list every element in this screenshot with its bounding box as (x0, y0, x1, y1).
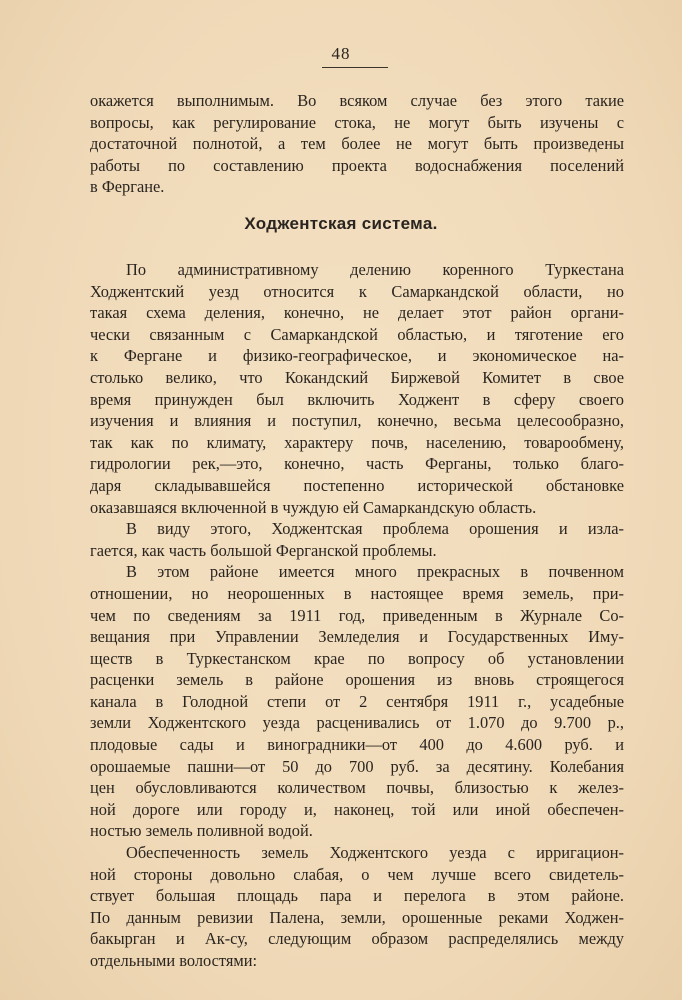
text-line: расценки земель в районе орошения из вновь строящегося (90, 670, 624, 690)
text-line: чески связанным с Самаркандской областью, и тяготение его (90, 324, 624, 344)
text-line: вопросы, как регулирование стока, не могут быть изучены с (90, 112, 624, 132)
text-line: В этом районе имеется много прекрасных в почвенном (126, 562, 624, 582)
text-line: В виду этого, Ходжентская проблема орошения и изла- (126, 519, 624, 539)
section-heading: Ходжентская система. (244, 214, 438, 233)
text-line: Ходжентский уезд относится к Самаркандской области, но (90, 281, 624, 301)
main-text (90, 259, 624, 972)
text-line: ной дороге или городу и, наконец, той или иной обеспечен- (90, 799, 624, 819)
text-line: плодовые сады и виноградники—от 400 до 4.600 руб. и (90, 735, 624, 755)
text-line: ностью земель поливной водой. (90, 821, 313, 841)
text-line: столько велико, что Кокандский Биржевой Комитет в свое (90, 367, 624, 387)
text-line: отношении, но неорошенных в настоящее время земель, при- (90, 583, 624, 603)
text-line: такая схема деления, конечно, не делает этот район органи- (90, 303, 624, 323)
text-line: к Фергане и физико-географическое, и экономическое на- (90, 346, 624, 366)
text-line: время принужден был включить Ходжент в сферу своего (90, 389, 624, 409)
text-line: По данным ревизии Палена, земли, орошенные реками Ходжен- (90, 907, 624, 927)
text-line: чем по сведениям за 1911 год, приведенным в Журнале Со- (90, 605, 624, 625)
intro-paragraph (90, 90, 624, 198)
text-line: работы по составлению проекта водоснабжения поселений (90, 155, 624, 175)
text-line: Обеспеченность земель Ходжентского уезда с ирригацион- (126, 843, 624, 863)
text-line: канала в Голодной степи от 2 сентября 1911 г., усадебные (90, 691, 624, 711)
text-line: так как по климату, характеру почв, населению, товарообмену, (90, 432, 624, 452)
text-line: орошаемые пашни—от 50 до 700 руб. за десятину. Колебания (90, 756, 624, 776)
text-line: земли Ходжентского уезда расценивались от 1.070 до 9.700 р., (90, 713, 624, 733)
text-line: гидрологии рек,—это, конечно, часть Ферганы, только благо- (90, 454, 624, 474)
text-line: в Фергане. (90, 177, 165, 197)
text-line: окажется выполнимым. Во всяком случае без этого такие (90, 91, 624, 110)
page-number-rule (322, 67, 388, 68)
text-line: гается, как часть большой Ферганской проблемы. (90, 540, 437, 560)
text-line: изучения и влияния и поступил, конечно, весьма целесообразно, (90, 411, 624, 431)
text-line: оказавшаяся включенной в чуждую ей Самаркандскую область. (90, 497, 537, 517)
text-line: По административному делению коренного Туркестана (126, 260, 624, 279)
text-line: ществ в Туркестанском крае по вопросу об установлении (90, 648, 624, 668)
text-line: ной стороны довольно слабая, о чем лучше всего свидетель- (90, 864, 624, 884)
text-line: цен обусловливаются количеством почвы, близостью к желез- (90, 778, 624, 798)
text-line: вещания при Управлении Земледелия и Государственных Иму- (90, 627, 624, 647)
text-line: ствует большая площадь пара и перелога в этом районе. (90, 886, 624, 906)
text-line: достаточной полнотой, а тем более не могут быть произведены (90, 134, 624, 154)
text-line: отдельными волостями: (90, 951, 258, 970)
text-line: бакырган и Ак-су, следующим образом распределялись между (90, 929, 624, 949)
page-number: 48 (331, 44, 351, 63)
text-line: даря складывавшейся постепенно исторической обстановке (90, 475, 624, 495)
